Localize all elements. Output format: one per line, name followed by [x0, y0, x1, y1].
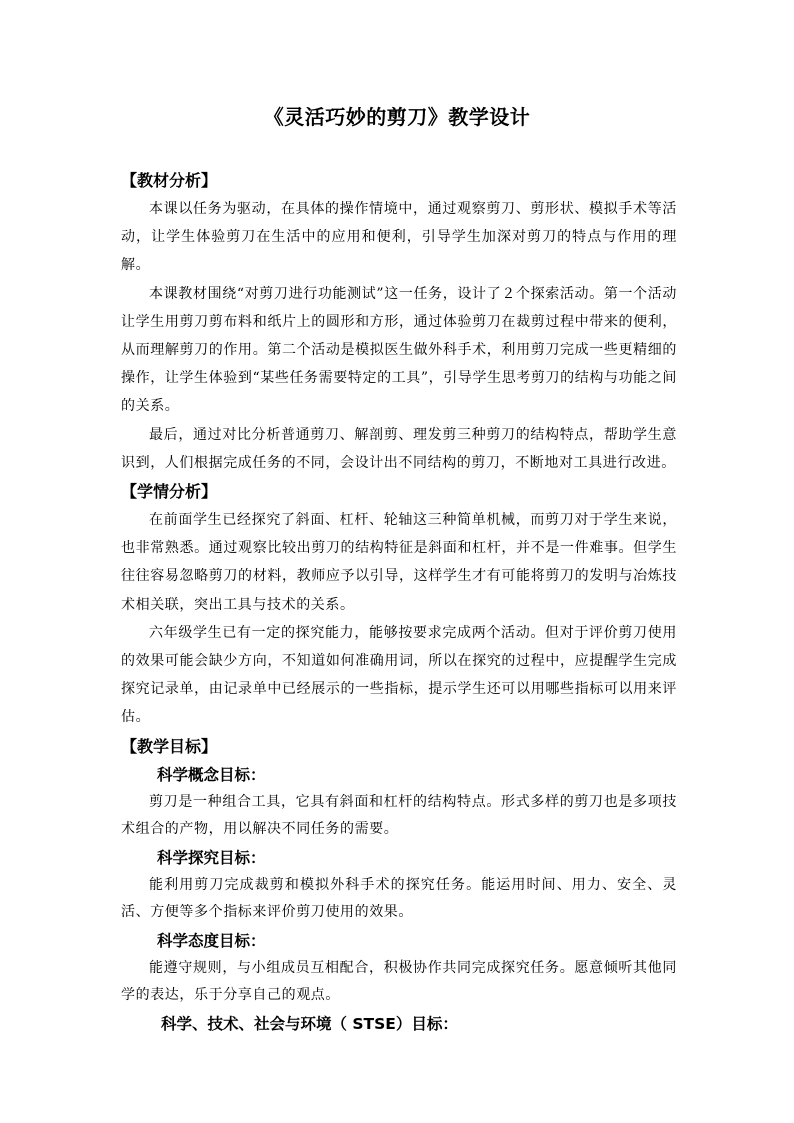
- document-body: [121, 166, 677, 1038]
- section-heading: 【教材分析】: [121, 171, 218, 190]
- paragraph: 本课以任务为驱动，在具体的操作情境中，通过观察剪刀、剪形状、模拟手术等活动，让学生体验剪刀在生活中的应用和便利，引导学生加深对剪刀的特点与作用的理解。: [121, 201, 677, 274]
- paragraph: 最后，通过对比分析普通剪刀、解剖剪、理发剪三种剪刀的结构特点，帮助学生意识到，人们根据完成任务的不同，会设计出不同结构的剪刀，不断地对工具进行改进。: [121, 426, 677, 471]
- paragraph: 六年级学生已有一定的探究能力，能够按要求完成两个活动。但对于评价剪刀使用的效果可能会缺少方向，不知道如何准确用词，所以在探究的过程中，应提醒学生完成探究记录单，由记录单中已经展示的一些指标，提示学生还可以用哪些指标可以用来评估。: [121, 624, 677, 726]
- document-title: 《灵活巧妙的剪刀》教学设计: [263, 105, 531, 129]
- goal-subheading-inquiry: 科学探究目标：: [157, 848, 266, 867]
- goal-text-inquiry: 能利用剪刀完成裁剪和模拟外科手术的探究任务。能运用时间、用力、安全、灵活、方便等多个指标来评价剪刀使用的效果。: [121, 876, 677, 921]
- goal-subheading-attitude: 科学态度目标：: [157, 931, 266, 950]
- section-student-analysis: [121, 477, 677, 732]
- section-textbook-analysis: [121, 166, 677, 477]
- section-teaching-goals: [121, 732, 677, 1038]
- paragraph: 本课教材围绕“对剪刀进行功能测试”这一任务，设计了２个探索活动。第一个活动让学生用剪刀剪布料和纸片上的圆形和方形，通过体验剪刀在裁剪过程中带来的便利，从而理解剪刀的作用。第二个活动是模拟医生做外科手术，利用剪刀完成一些更精细的操作，让学生体验到“某些任务需要特定的工具”，引导学生思考剪刀的结构与功能之间的关系。: [121, 285, 677, 415]
- goal-text-concept: 剪刀是一种组合工具，它具有斜面和杠杆的结构特点。形式多样的剪刀也是多项技术组合的产物，用以解决不同任务的需要。: [121, 793, 677, 838]
- section-heading: 【学情分析】: [121, 482, 218, 502]
- goal-subheading-concept: 科学概念目标：: [157, 765, 266, 784]
- goal-subheading-stse: 科学、技术、社会与环境（ STSE）目标：: [161, 1014, 458, 1033]
- paragraph: 在前面学生已经探究了斜面、杠杆、轮轴这三种简单机械，而剪刀对于学生来说，也非常熟悉。通过观察比较出剪刀的结构特征是斜面和杠杆，并不是一件难事。但学生往往容易忽略剪刀的材料，教师应予以引导，这样学生才有可能将剪刀的发明与冶炼技术相关联，突出工具与技术的关系。: [121, 512, 677, 613]
- section-heading: 【教学目标】: [121, 736, 218, 756]
- goal-text-attitude: 能遵守规则，与小组成员互相配合，积极协作共同完成探究任务。愿意倾听其他同学的表达，乐于分享自己的观点。: [121, 959, 677, 1004]
